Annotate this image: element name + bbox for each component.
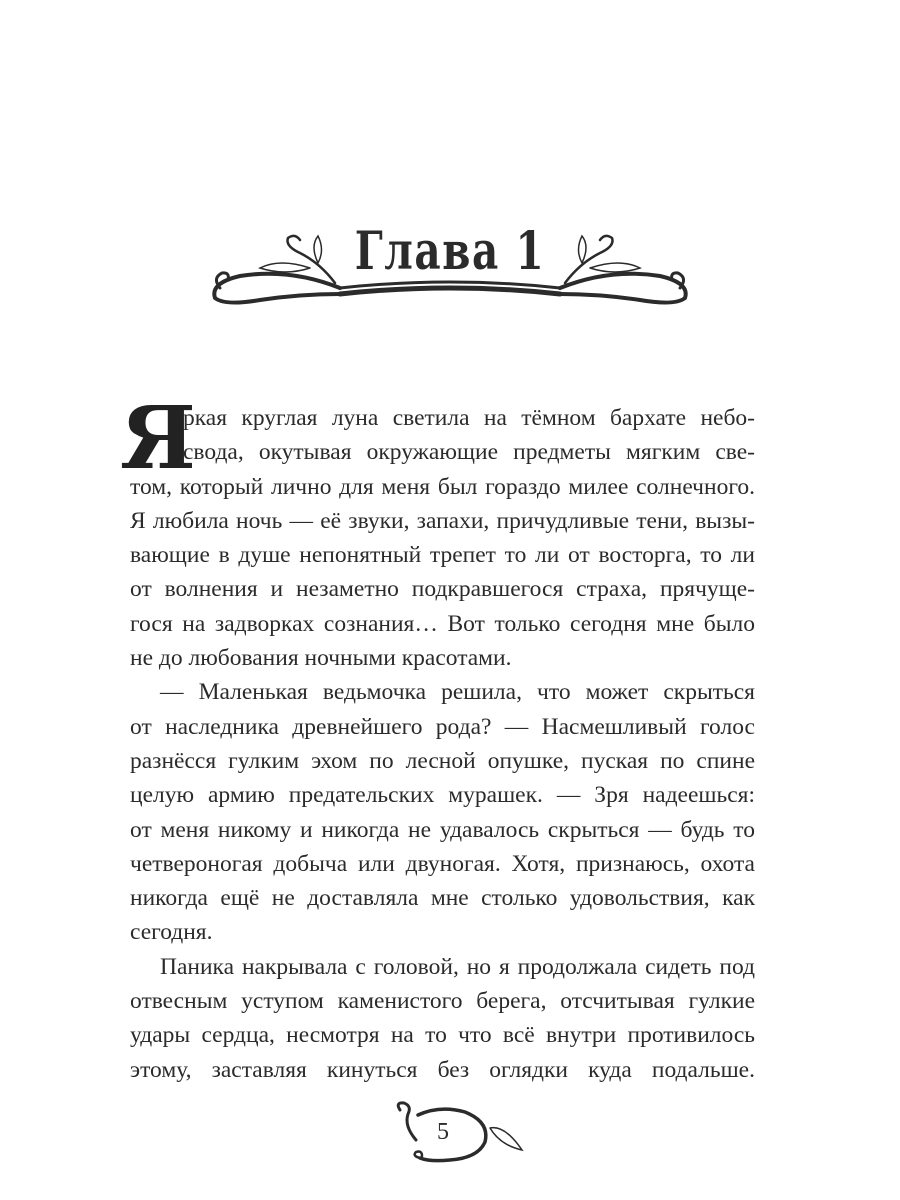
text-line: свода, окутывая окружающие предметы мягким све- bbox=[183, 439, 755, 466]
chapter-ornament-icon bbox=[200, 228, 700, 308]
text-line: вающие в душе непонятный трепет то ли от восторга, то ли bbox=[130, 542, 755, 569]
text-line: гося на задворках сознания… Вот только сегодня мне было bbox=[130, 610, 755, 637]
text-line: ркая круглая луна светила на тёмном бархате небо- bbox=[183, 405, 755, 431]
text-line: отвесным уступом каменистого берега, отсчитывая гулкие bbox=[130, 988, 755, 1015]
chapter-title: Глава 1 bbox=[354, 221, 546, 282]
page-number-ornament-icon bbox=[390, 1100, 530, 1170]
text-line: от волнения и незаметно подкравшегося страха, прячуще- bbox=[130, 576, 755, 603]
page-number: 5 bbox=[437, 1119, 449, 1145]
text-line: Я любила ночь — её звуки, запахи, причудливые тени, вызы- bbox=[130, 507, 755, 534]
text-line: удары сердца, несмотря на то что всё внутри противилось bbox=[130, 1022, 755, 1049]
paragraph-3 bbox=[130, 950, 755, 1087]
text-line: — Маленькая ведьмочка решила, что может скрыться bbox=[160, 679, 755, 706]
paragraph-1 bbox=[130, 401, 755, 675]
paragraph-2 bbox=[130, 675, 755, 949]
text-line: Паника накрывала с головой, но я продолжала сидеть под bbox=[160, 953, 755, 980]
text-line: от меня никому и никогда не удавалось скрыться — будь то bbox=[130, 816, 755, 843]
text-line: четвероногая добыча или двуногая. Хотя, признаюсь, охота bbox=[130, 850, 755, 877]
text-line: том, который лично для меня был гораздо милее солнечного. bbox=[130, 473, 755, 500]
text-line: этому, заставляя кинуться без оглядки куда подальше. bbox=[130, 1056, 755, 1083]
drop-cap: Я bbox=[120, 388, 196, 489]
text-line: никогда ещё не доставляла мне столько удовольствия, как bbox=[130, 885, 755, 912]
text-line: целую армию предательских мурашек. — Зря надеешься: bbox=[130, 782, 755, 809]
text-line: не до любования ночными красотами. bbox=[130, 645, 512, 672]
body-text bbox=[120, 388, 755, 1087]
text-line: разнёсся гулким эхом по лесной опушке, пуская по спине bbox=[130, 747, 755, 774]
text-line: от наследника древнейшего рода? — Насмешливый голос bbox=[130, 713, 755, 740]
text-line: сегодня. bbox=[130, 919, 213, 946]
